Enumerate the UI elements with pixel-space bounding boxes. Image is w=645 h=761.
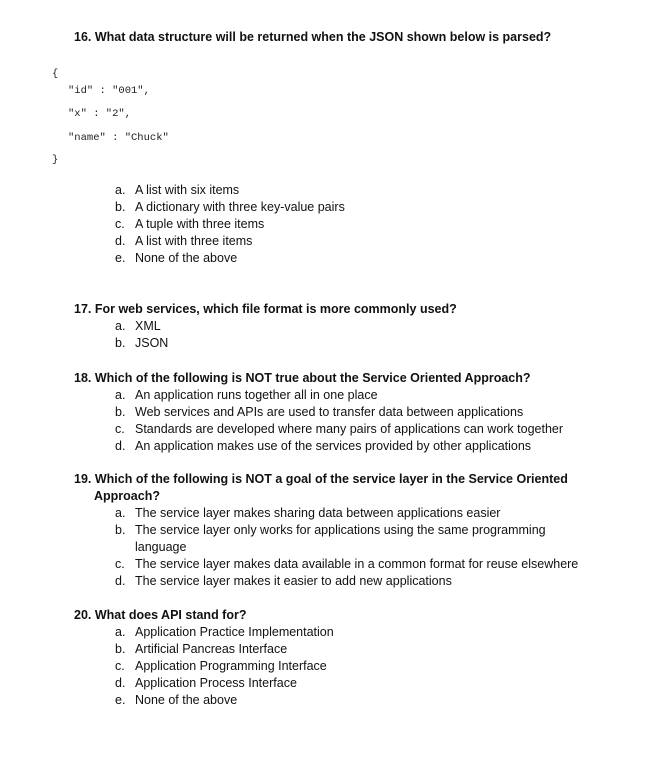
question-16-option-a: a. A list with six items bbox=[115, 183, 240, 197]
question-16-title: 16. What data structure will be returned when the JSON shown below is parsed? bbox=[74, 30, 552, 44]
question-17-title: 17. For web services, which file format is more commonly used? bbox=[74, 302, 457, 316]
json-line-name: "name" : "Chuck" bbox=[68, 132, 169, 144]
json-open-brace: { bbox=[52, 68, 59, 80]
question-20-option-b: b. Artificial Pancreas Interface bbox=[115, 642, 288, 656]
question-19-option-a: a. The service layer makes sharing data between applications easier bbox=[115, 506, 501, 520]
question-17-option-b: b. JSON bbox=[115, 336, 169, 350]
question-17-option-a: a. XML bbox=[115, 319, 161, 333]
question-16-option-b: b. A dictionary with three key-value pairs bbox=[115, 200, 345, 214]
question-18-option-d: d. An application makes use of the services provided by other applications bbox=[115, 439, 532, 453]
question-16-option-e: e. None of the above bbox=[115, 251, 238, 265]
question-16-option-d: d. A list with three items bbox=[115, 234, 253, 248]
question-20-option-d: d. Application Process Interface bbox=[115, 676, 297, 690]
question-20-option-c: c. Application Programming Interface bbox=[115, 659, 327, 673]
question-18-option-b: b. Web services and APIs are used to transfer data between applications bbox=[115, 405, 524, 419]
question-18-option-c: c. Standards are developed where many pairs of applications can work together bbox=[115, 422, 564, 436]
question-20-option-a: a. Application Practice Implementation bbox=[115, 625, 334, 639]
question-16-option-c: c. A tuple with three items bbox=[115, 217, 265, 231]
question-18-option-a: a. An application runs together all in one place bbox=[115, 388, 378, 402]
json-close-brace: } bbox=[52, 154, 59, 166]
question-18-title: 18. Which of the following is NOT true about the Service Oriented Approach? bbox=[74, 371, 531, 385]
question-19-option-d: d. The service layer makes it easier to add new applications bbox=[115, 574, 452, 588]
question-20-title: 20. What does API stand for? bbox=[74, 608, 247, 622]
question-19-option-b: b. The service layer only works for applications using the same programming language bbox=[115, 523, 546, 554]
question-19-title: 19. Which of the following is NOT a goal of the service layer in the Service Oriented Approach? bbox=[74, 472, 568, 503]
question-19-option-c: c. The service layer makes data available in a common format for reuse elsewhere bbox=[115, 557, 579, 571]
json-line-id: "id" : "001", bbox=[68, 85, 150, 97]
question-20-option-e: e. None of the above bbox=[115, 693, 238, 707]
json-line-x: "x" : "2", bbox=[68, 108, 132, 120]
